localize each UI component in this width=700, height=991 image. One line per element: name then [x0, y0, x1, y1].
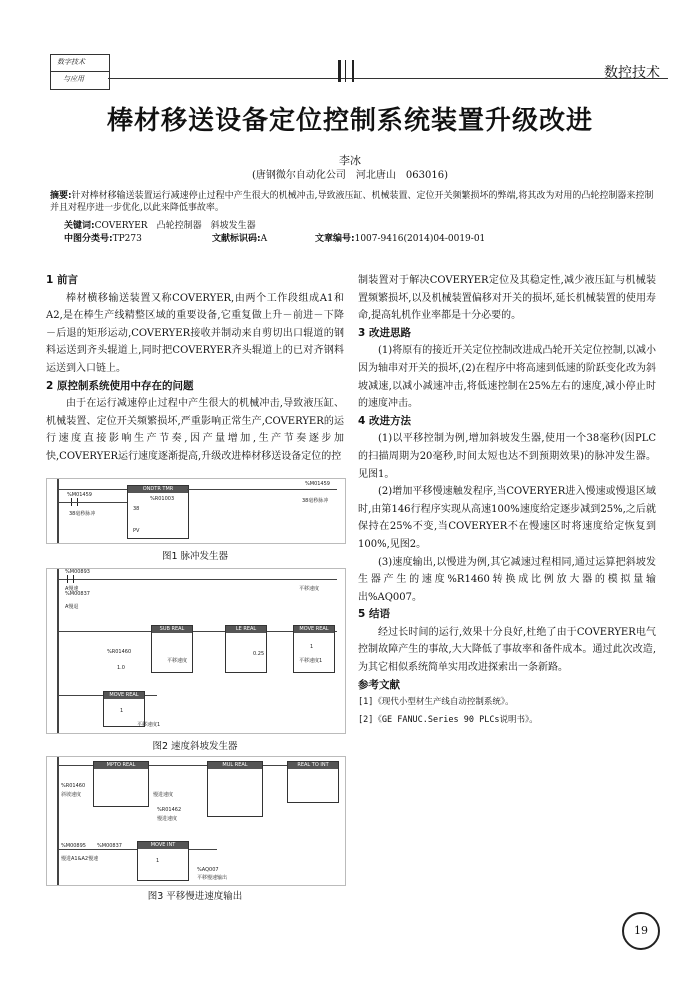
section-4-title: 4 改进方法 [358, 414, 411, 427]
reference-1: [1]《现代小型材生产线自动控制系统》。 [358, 697, 514, 708]
section-3-para: (1)将原有的接近开关定位控制改进成凸轮开关定位控制,以减小因为轴串对开关的损坏,(2)在程序中将高速到低速的阶跃变化改为斜坡减速,以减小减速冲击,将低速控制在25%左右的速度,减小停止时的速度冲击。 [358, 345, 656, 410]
figure-3-caption: 图3 平移慢进速度输出 [147, 891, 243, 902]
section-5-para: 经过长时间的运行,效果十分良好,杜绝了由于COVERYER电气控制故障产生的事故,大大降低了事故率和备件成本。通过此次改造,为其它相似系统简单实用改进探索出一条新路。 [358, 626, 656, 674]
abstract-label: 摘要: [50, 191, 72, 201]
page-number: 19 [634, 924, 648, 937]
classification-row [50, 233, 660, 245]
figure-1: %M01459 38毫秒脉冲 ONDTR TMR 38 PV %R01003 %M01459 38毫秒脉冲 [46, 478, 346, 544]
section-1-title: 1 前言 [46, 274, 78, 286]
section-2-para: 由于在运行减速停止过程中产生很大的机械冲击,导致液压缸、机械装置、定位开关频繁损坏,严重影响正常生产,COVERYER的运行速度直接影响生产节奏,因产量增加,生产节奏逐步加快,COVERYER运行速度逐渐提高,升级改进棒材移送设备定位的控 [46, 398, 344, 462]
journal-logo-box [50, 54, 110, 90]
doc-code-label: 文献标识码: [212, 234, 261, 244]
article-no-value: 1007-9416(2014)04-0019-01 [354, 234, 486, 244]
section-4-para-2: (2)增加平移慢速触发程序,当COVERYER进入慢速或慢退区域时,由第146行程序实现从高速100%速度给定逐步减到25%,之后就保持在25%不变,当COVERYER不在慢速区时将速度给定恢复到100%,见图2。 [358, 486, 656, 550]
section-5-title: 5 结语 [358, 608, 390, 621]
reference-2: [2]《GE FANUC.Series 90 PLCs说明书》。 [358, 714, 538, 725]
header-bar-2 [345, 60, 346, 82]
journal-name-line2: 与应用 [63, 75, 84, 83]
article-title: 棒材移送设备定位控制系统装置升级改进 [106, 106, 593, 136]
section-2-para-cont: 制装置对于解决COVERYER定位及其稳定性,减少液压缸与机械装置频繁损坏,以及机械装置偏移对开关的损坏,延长机械装置的使用寿命,提高轧机作业率都是十分必要的。 [358, 275, 656, 322]
section-3-title: 3 改进思路 [358, 326, 411, 339]
left-column-text [46, 272, 344, 466]
affiliation: (唐钢微尔自动化公司 河北唐山 063016) [252, 170, 448, 181]
author: 李冰 [339, 154, 361, 167]
references-title: 参考文献 [358, 678, 400, 691]
clc-label: 中图分类号: [64, 234, 113, 244]
clc-value: TP273 [112, 234, 142, 244]
section-4-para-1: (1)以平移控制为例,增加斜坡发生器,使用一个38毫秒(因PLC的扫描周期为20毫秒,时间太短也达不到预期效果)的脉冲发生器。见图1。 [358, 433, 656, 480]
logo-divider [51, 71, 109, 72]
doc-code-value: A [260, 234, 268, 244]
abstract-text: 针对棒材移输送装置运行减速停止过程中产生很大的机械冲击,导致液压缸、机械装置、定位开关频繁损坏的弊端,将其改为对用的凸轮控制器来控制并且对程序进一步优化,以此来降低事故率。 [50, 191, 654, 213]
header-bar-1 [338, 60, 341, 82]
section-header: 数控技术 [604, 65, 660, 81]
header-bar-3 [352, 60, 354, 82]
figure-3: MPTO REAL MUL REAL REAL TO INT %R01460 斜坡速度 慢进速度 %R01462 慢进速度 MOVE INT 1 %AQ007 平移慢速输出 %M00895 %M00837 慢进A1&A2慢速 [46, 756, 346, 886]
article-no-label: 文章编号: [315, 234, 355, 244]
keywords [50, 220, 660, 232]
figure-1-caption: 图1 脉冲发生器 [161, 551, 229, 562]
keywords-text: COVERYER 凸轮控制器 斜坡发生器 [94, 221, 256, 231]
page-number-badge [622, 912, 660, 950]
figure-2: %M00893 A慢速 %M00837 A慢退 平移速度 SUB REAL LE REAL MOVE REAL 1 %R01460 平移速度 0.25 1.0 平移速度1 MOVE REAL 1 平移速度1 [46, 568, 346, 734]
right-column-text [358, 272, 656, 729]
section-4-para-3: (3)速度输出,以慢进为例,其它减速过程相同,通过运算把斜坡发生器产生的速度%R1460转换成比例放大器的模拟量输出%AQ007。 [358, 556, 656, 603]
journal-name-line1: 数字技术 [57, 58, 85, 66]
section-1-para: 棒材横移输送装置又称COVERYER,由两个工作段组成A1和A2,是在棒生产线精整区域的重要设备,它重复做上升－前进－下降－后退的矩形运动,COVERYER接收并制动来自剪切出口辊道的钢料运送到齐头辊道上,同时把COVERYER齐头辊道上的已对齐钢料运送到入口链上。 [46, 292, 344, 374]
section-2-title: 2 原控制系统使用中存在的问题 [46, 379, 194, 392]
abstract [50, 190, 660, 214]
keywords-label: 关键词: [64, 221, 95, 231]
figure-2-caption: 图2 速度斜坡发生器 [152, 741, 238, 752]
